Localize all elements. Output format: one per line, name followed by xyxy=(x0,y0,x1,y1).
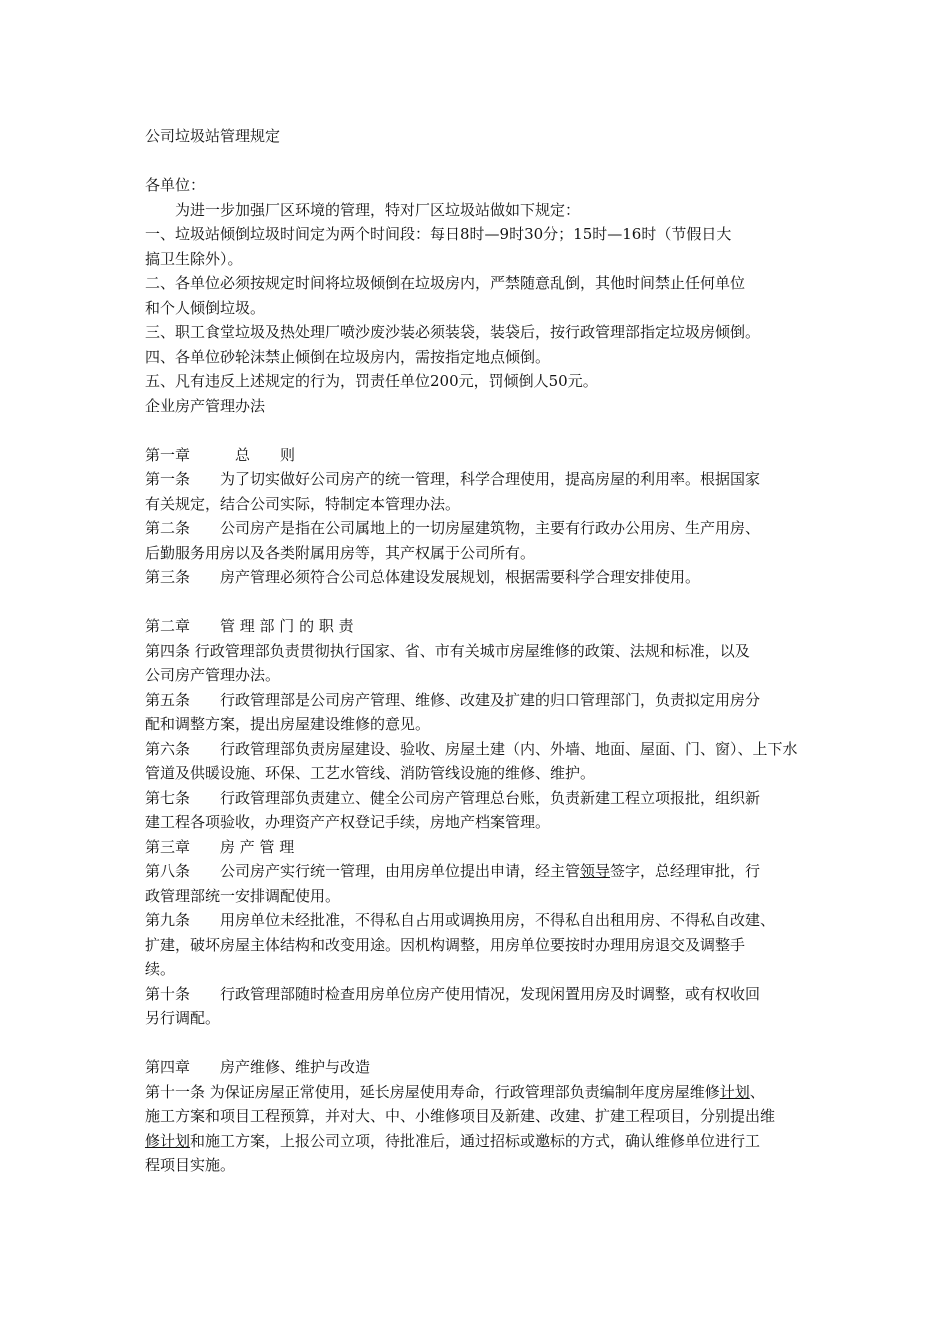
article-1-line-2: 有关规定，结合公司实际，特制定本管理办法。 xyxy=(145,494,461,513)
article-9-line-2: 扩建，破坏房屋主体结构和改变用途。因机构调整，用房单位要按时办理用房退交及调整手 xyxy=(145,935,746,954)
chapter-4-heading: 第四章 房产维修、维护与改造 xyxy=(145,1058,371,1076)
rule-3: 三、职工食堂垃圾及热处理厂喷沙废沙装必须装袋，装袋后，按行政管理部指定垃圾房倾倒。 xyxy=(145,323,761,341)
link-plan[interactable]: 计划 xyxy=(719,1082,750,1101)
chapter-3-heading: 第三章 房 产 管 理 xyxy=(145,837,295,856)
link-leader[interactable]: 领导 xyxy=(580,862,611,880)
rule-1-line-2: 搞卫生除外）。 xyxy=(145,249,243,268)
rule-4: 四、各单位砂轮沫禁止倾倒在垃圾房内，需按指定地点倾倒。 xyxy=(145,347,551,366)
rule-2-line-2: 和个人倾倒垃圾。 xyxy=(145,298,266,317)
article-11-text-end: 、 xyxy=(749,1082,765,1101)
article-8-text-end: 签字，总经理审批，行 xyxy=(610,862,761,880)
blank-line xyxy=(145,590,815,615)
article-5-line-2: 配和调整方案，提出房屋建设维修的意见。 xyxy=(145,715,431,733)
article-11-line-2: 施工方案和项目工程预算，并对大、中、小维修项目及新建、改建、扩建工程项目，分别提出维 xyxy=(145,1107,776,1125)
rule-5: 五、凡有违反上述规定的行为，罚责任单位200元，罚倾倒人50元。 xyxy=(145,372,598,390)
article-5-line-1: 第五条 行政管理部是公司房产管理、维修、改建及扩建的归口管理部门，负责拟定用房分 xyxy=(145,690,761,709)
article-4-line-1: 第四条 行政管理部负责贯彻执行国家、省、市有关城市房屋维修的政策、法规和标准，以及 xyxy=(145,641,750,660)
article-8-text-start: 第八条 公司房产实行统一管理，由用房单位提出申请，经主管 xyxy=(145,862,581,880)
article-11-text-start: 第十一条 为保证房屋正常使用，延长房屋使用寿命，行政管理部负责编制年度房屋维修 xyxy=(145,1082,720,1101)
article-7-line-1: 第七条 行政管理部负责建立、健全公司房产管理总台账，负责新建工程立项报批，组织新 xyxy=(145,788,761,807)
article-7-line-2: 建工程各项验收，办理资产产权登记手续，房地产档案管理。 xyxy=(145,813,551,831)
article-3: 第三条 房产管理必须符合公司总体建设发展规划，根据需要科学合理安排使用。 xyxy=(145,568,701,586)
link-repair-plan[interactable]: 修计划 xyxy=(145,1131,191,1150)
rule-2-line-1: 二、各单位必须按规定时间将垃圾倾倒在垃圾房内，严禁随意乱倒，其他时间禁止任何单位 xyxy=(145,274,746,292)
blank-line xyxy=(145,418,815,443)
article-10-line-1: 第十条 行政管理部随时检查用房单位房产使用情况，发现闲置用房及时调整，或有权收回 xyxy=(145,984,761,1003)
article-2-line-2: 后勤服务用房以及各类附属用房等，其产权属于公司所有。 xyxy=(145,543,536,562)
article-11-line-1 xyxy=(145,1080,815,1105)
article-2-line-1: 第二条 公司房产是指在公司属地上的一切房屋建筑物，主要有行政办公用房、生产用房、 xyxy=(145,519,761,537)
article-9-line-3: 续。 xyxy=(145,960,176,978)
blank-line xyxy=(145,149,815,174)
article-8-line-2: 政管理部统一安排调配使用。 xyxy=(145,886,341,905)
salutation: 各单位： xyxy=(145,176,206,194)
article-11-line-3 xyxy=(145,1129,815,1154)
blank-line xyxy=(145,1031,815,1056)
rule-1-line-1: 一、垃圾站倾倒垃圾时间定为两个时间段：每日8时—9时30分；15时—16时（节假日大 xyxy=(145,225,732,243)
article-11-line-4: 程项目实施。 xyxy=(145,1156,236,1174)
intro-paragraph: 为进一步加强厂区环境的管理，特对厂区垃圾站做如下规定： xyxy=(145,200,581,219)
article-1-line-1: 第一条 为了切实做好公司房产的统一管理，科学合理使用，提高房屋的利用率。根据国家 xyxy=(145,470,761,488)
title-garbage-rules: 公司垃圾站管理规定 xyxy=(145,127,281,145)
article-9-line-1: 第九条 用房单位未经批准，不得私自占用或调换用房，不得私自出租用房、不得私自改建、 xyxy=(145,911,776,929)
article-10-line-2: 另行调配。 xyxy=(145,1009,221,1027)
chapter-2-heading: 第二章 管 理 部 门 的 职 责 xyxy=(145,617,354,635)
article-6-line-2: 管道及供暖设施、环保、工艺水管线、消防管线设施的维修、维护。 xyxy=(145,764,596,782)
title-property-rules: 企业房产管理办法 xyxy=(145,396,266,415)
document-body xyxy=(145,124,815,1178)
chapter-1-heading: 第一章 总 则 xyxy=(145,445,296,464)
article-11-line-3-text: 和施工方案，上报公司立项，待批准后，通过招标或邀标的方式，确认维修单位进行工 xyxy=(190,1131,761,1150)
article-8-line-1 xyxy=(145,859,815,884)
article-6-line-1: 第六条 行政管理部负责房屋建设、验收、房屋土建（内、外墙、地面、屋面、门、窗）、上下水 xyxy=(145,739,798,758)
article-4-line-2: 公司房产管理办法。 xyxy=(145,666,281,684)
